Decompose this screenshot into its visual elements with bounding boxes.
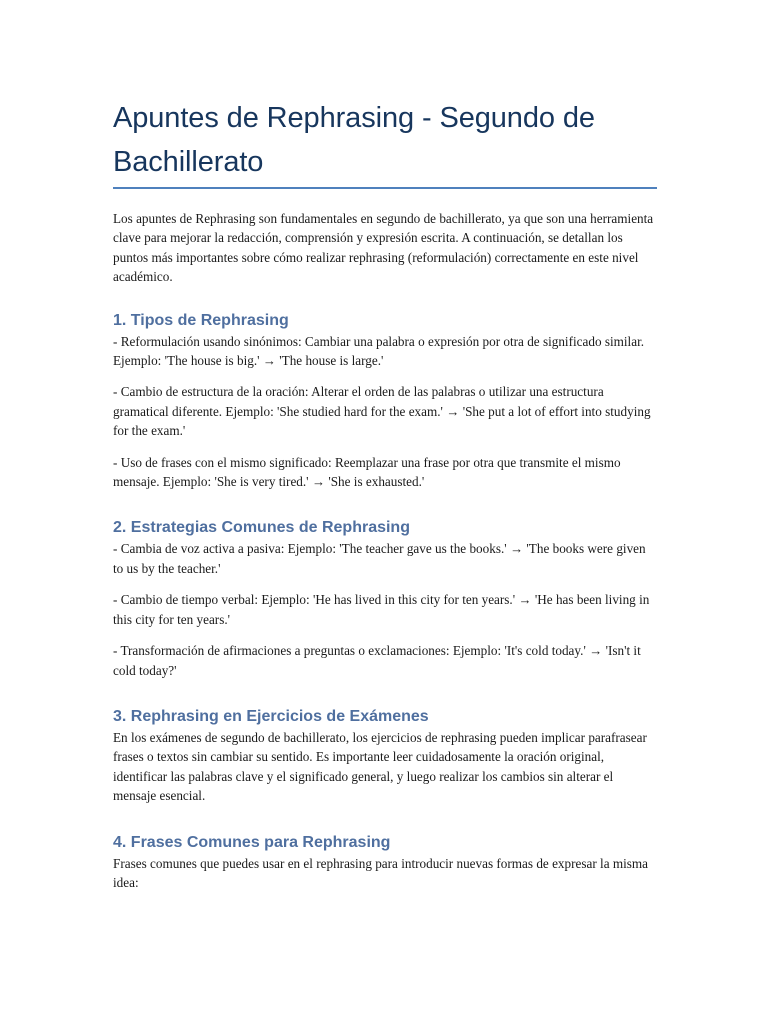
section-paragraph: Frases comunes que puedes usar en el rephrasing para introducir nuevas formas de expresar la misma idea: xyxy=(113,855,649,890)
section-heading-frases: 4. Frases Comunes para Rephrasing xyxy=(113,833,391,851)
intro-paragraph: Los apuntes de Rephrasing son fundamentales en segundo de bachillerato, ya que son una herramienta clave para mejorar la redacción, comprensión y expresión escrita. A continuación, se detallan los puntos más importantes sobre cómo realizar rephrasing (reformulación) correctamente en este nivel académico. xyxy=(113,211,654,285)
list-item: - Cambio de tiempo verbal: Ejemplo: 'He has lived in this city for ten years.' → 'He has been living in this city for ten years.' xyxy=(113,592,650,627)
section-heading-tipos: 1. Tipos de Rephrasing xyxy=(113,311,289,329)
section-paragraph: En los exámenes de segundo de bachillerato, los ejercicios de rephrasing pueden implicar parafrasear frases o textos sin cambiar su sentido. Es importante leer cuidadosamente la oración original, identificar las palabras clave y el significado general, y luego realizar los cambios sin alterar el mensaje esencial. xyxy=(113,729,647,804)
document-page xyxy=(113,96,657,892)
list-item: - Cambia de voz activa a pasiva: Ejemplo: 'The teacher gave us the books.' → 'The books were given to us by the teacher.' xyxy=(113,541,646,576)
list-item: - Transformación de afirmaciones a preguntas o exclamaciones: Ejemplo: 'It's cold today.' → 'Isn't it cold today?' xyxy=(113,643,641,678)
section-heading-examenes: 3. Rephrasing en Ejercicios de Exámenes xyxy=(113,707,429,725)
section-heading-estrategias: 2. Estrategias Comunes de Rephrasing xyxy=(113,519,410,537)
document-title: Apuntes de Rephrasing - Segundo de Bachillerato xyxy=(113,96,657,189)
list-item: - Uso de frases con el mismo significado: Reemplazar una frase por otra que transmite el mismo mensaje. Ejemplo: 'She is very tired.' → 'She is exhausted.' xyxy=(113,454,621,490)
list-item: - Cambio de estructura de la oración: Alterar el orden de las palabras o utilizar una estructura gramatical diferente. Ejemplo: 'She studied hard for the exam.' → 'She put a lot of effort into studying for the exam.' xyxy=(113,384,651,439)
list-item: - Reformulación usando sinónimos: Cambiar una palabra o expresión por otra de significado similar. Ejemplo: 'The house is big.' → 'The house is large.' xyxy=(113,333,645,369)
